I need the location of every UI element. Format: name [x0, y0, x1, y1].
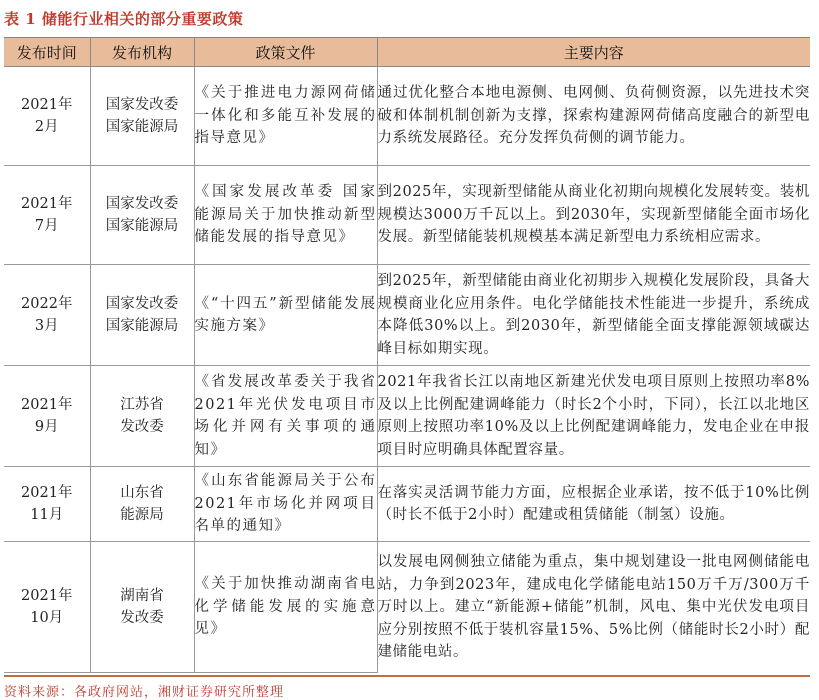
row-content: 2021年我省长江以南地区新建光伏发电项目原则上按照功率8%及以上比例配建调峰能力（时长2个小时，下同），长江以北地区原则上按照功率10%及以上比例配建调峰能力，发电企业在申报项目时应明确具体配置容量。: [377, 366, 810, 467]
policy-table: [4, 38, 810, 673]
row-agency: 国家发改委 国家能源局: [90, 166, 194, 265]
source-note: 资料来源：各政府网站，湘财证券研究所整理: [4, 685, 285, 700]
row-content: 到2025年，新型储能由商业化初期步入规模化发展阶段，具备大规模商业化应用条件。电化学储能技术性能进一步提升，系统成本降低30%以上。到2030年，新型储能全面支撑能源领域碳达峰目标如期实现。: [377, 265, 810, 366]
row-date: 2021年 7月: [4, 166, 90, 265]
row-content: 通过优化整合本地电源侧、电网侧、负荷侧资源，以先进技术突破和体制机制创新为支撑，探索构建源网荷储高度融合的新型电力系统发展路径。充分发挥负荷侧的调节能力。: [377, 67, 810, 166]
row-agency: 江苏省 发改委: [90, 366, 194, 467]
row-document: 《关于加快推动湖南省电化学储能发展的实施意见》: [194, 542, 377, 673]
table-row: [4, 265, 810, 366]
bottom-rule: [4, 675, 810, 677]
row-date: 2021年 9月: [4, 366, 90, 467]
table-row: [4, 467, 810, 542]
row-agency: 湖南省 发改委: [90, 542, 194, 673]
row-content: 到2025年，实现新型储能从商业化初期向规模化发展转变。装机规模达3000万千瓦以上。到2030年，实现新型储能全面市场化发展。新型储能装机规模基本满足新型电力系统相应需求。: [377, 166, 810, 265]
table-row: [4, 542, 810, 673]
row-agency: 国家发改委 国家能源局: [90, 67, 194, 166]
table-row: [4, 67, 810, 166]
row-document: 《关于推进电力源网荷储一体化和多能互补发展的指导意见》: [194, 67, 377, 166]
row-document: 《国家发展改革委 国家能源局关于加快推动新型储能发展的指导意见》: [194, 166, 377, 265]
header-content: 主要内容: [377, 38, 810, 67]
row-document: 《山东省能源局关于公布2021年市场化并网项目名单的通知》: [194, 467, 377, 542]
row-date: 2021年 10月: [4, 542, 90, 673]
row-agency: 山东省 能源局: [90, 467, 194, 542]
row-date: 2022年 3月: [4, 265, 90, 366]
table-row: [4, 166, 810, 265]
header-date: 发布时间: [4, 38, 90, 67]
row-content: 在落实灵活调节能力方面，应根据企业承诺，按不低于10%比例（时长不低于2小时）配建或租赁储能（制氢）设施。: [377, 467, 810, 542]
row-document: 《“十四五”新型储能发展实施方案》: [194, 265, 377, 366]
row-date: 2021年 11月: [4, 467, 90, 542]
row-content: 以发展电网侧独立储能为重点，集中规划建设一批电网侧储能电站，力争到2023年，建成电化学储能电站150万千万/300万千万时以上。建立“新能源+储能”机制，风电、集中光伏发电项目应分别按照不低于装机容量15%、5%比例（储能时长2小时）配建储能电站。: [377, 542, 810, 673]
row-agency: 国家发改委 国家能源局: [90, 265, 194, 366]
table-title: 表 1 储能行业相关的部分重要政策: [4, 10, 244, 28]
table-row: [4, 366, 810, 467]
header-agency: 发布机构: [90, 38, 194, 67]
header-document: 政策文件: [194, 38, 377, 67]
table-header-row: [4, 38, 810, 67]
row-document: 《省发展改革委关于我省2021年光伏发电项目市场化并网有关事项的通知》: [194, 366, 377, 467]
row-date: 2021年 2月: [4, 67, 90, 166]
